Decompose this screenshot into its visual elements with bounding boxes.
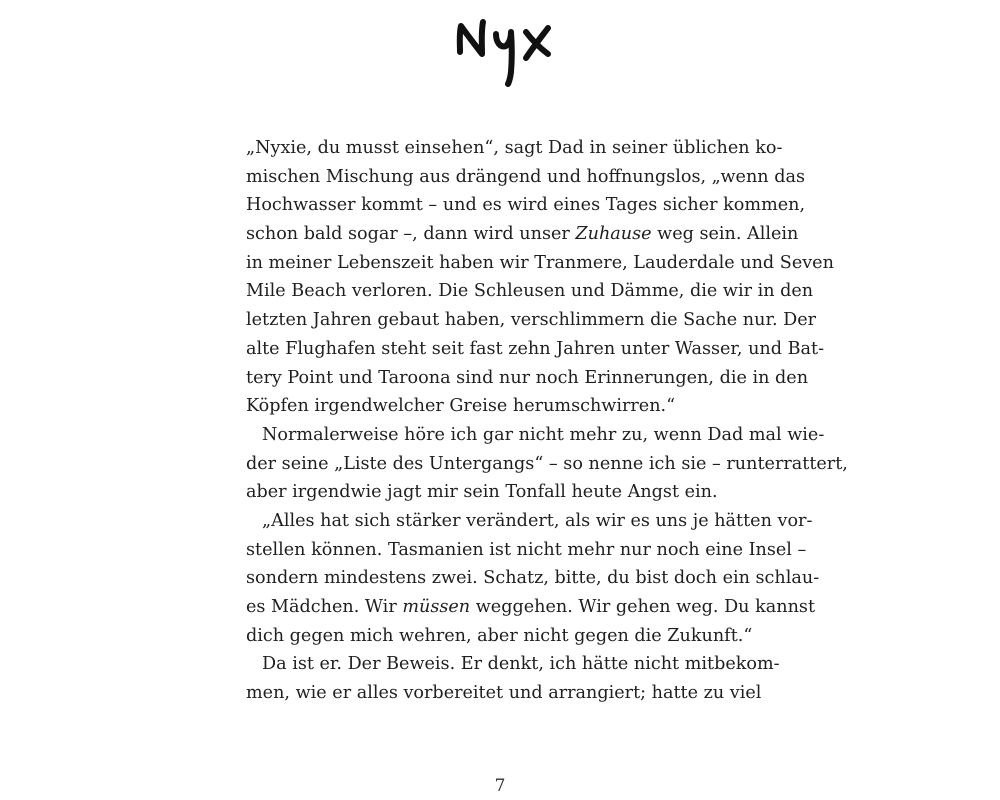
text-line: [246, 536, 807, 565]
text-segment: Da ist er. Der Beweis. Er denkt, ich hätte nicht mitbekom-: [262, 654, 780, 675]
text-line: [246, 306, 817, 335]
handwritten-title-nyx: [448, 6, 568, 96]
text-segment: Mile Beach verloren. Die Schleusen und Dämme, die wir in den: [246, 281, 814, 302]
text-line: [246, 622, 752, 651]
text-segment: alte Flughafen steht seit fast zehn Jahren unter Wasser, und Bat-: [246, 338, 825, 359]
text-line: [246, 478, 752, 507]
text-line: [246, 335, 825, 364]
text-segment: mischen Mischung aus drängend und hoffnungslos, „wenn das: [246, 166, 805, 187]
text-segment: in meiner Lebenszeit haben wir Tranmere, Lauderdale und Seven: [246, 252, 834, 273]
text-segment: Hochwasser kommt – und es wird eines Tages sicher kommen,: [246, 195, 806, 216]
text-line: [246, 421, 825, 450]
text-line: [246, 191, 806, 220]
text-line: [246, 220, 799, 249]
text-line: [246, 650, 780, 679]
text-line: [246, 277, 814, 306]
text-segment: weg sein. Allein: [651, 224, 799, 245]
text-line: [246, 593, 816, 622]
text-segment: Normalerweise höre ich gar nicht mehr zu, wenn Dad mal wie-: [262, 424, 825, 445]
text-segment: letzten Jahren gebaut haben, verschlimmern die Sache nur. Der: [246, 310, 817, 331]
emphasis-text: Zuhause: [575, 224, 652, 245]
text-line: [246, 507, 813, 536]
text-line: [246, 249, 834, 278]
text-line: [246, 679, 762, 708]
text-line: [246, 450, 848, 479]
emphasis-text: müssen: [402, 597, 471, 617]
text-segment: tery Point und Taroona sind nur noch Erinnerungen, die in den: [246, 367, 809, 388]
text-line: [246, 564, 820, 593]
page-number: 7: [494, 776, 506, 796]
body-text: [246, 134, 848, 708]
text-segment: es Mädchen. Wir: [246, 597, 403, 617]
text-segment: men, wie er alles vorbereitet und arrangiert; hatte zu viel: [246, 683, 762, 704]
text-segment: schon bald sogar –, dann wird unser: [246, 224, 576, 245]
text-segment: weggehen. Wir gehen weg. Du kannst: [470, 597, 816, 617]
text-segment: „Nyxie, du musst einsehen“, sagt Dad in seiner üblichen ko-: [246, 138, 783, 158]
text-line: [246, 364, 809, 393]
text-segment: „Alles hat sich stärker verändert, als wir es uns je hätten vor-: [262, 510, 813, 531]
text-segment: aber irgendwie jagt mir sein Tonfall heute Angst ein.: [246, 482, 718, 503]
chapter-title: [0, 0, 1000, 100]
text-line: [246, 134, 783, 163]
text-line: [246, 392, 752, 421]
text-line: [246, 163, 805, 192]
text-segment: dich gegen mich wehren, aber nicht gegen die Zukunft.“: [246, 625, 753, 646]
text-segment: der seine „Liste des Untergangs“ – so nenne ich sie – runterrattert,: [246, 453, 848, 474]
text-segment: stellen können. Tasmanien ist nicht mehr nur noch eine Insel –: [246, 539, 807, 560]
text-segment: sondern mindestens zwei. Schatz, bitte, du bist doch ein schlau-: [246, 568, 820, 589]
text-segment: Köpfen irgendwelcher Greise herumschwirren.“: [246, 396, 676, 417]
